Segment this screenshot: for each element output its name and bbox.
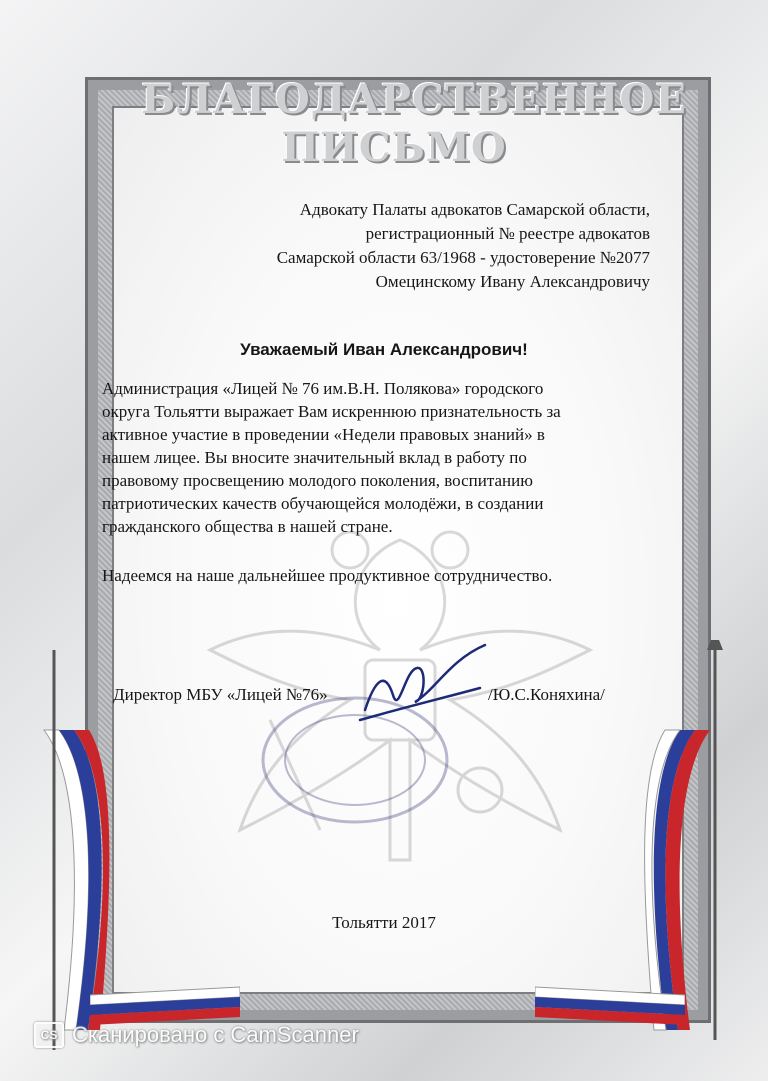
watermark-text: Сканировано с CamScanner — [72, 1022, 359, 1047]
closing-line: Надеемся на наше дальнейшее продуктивное сотрудничество. — [102, 566, 553, 585]
body-line: патриотических качеств обучающейся молодёжи, в создании — [102, 494, 544, 513]
recipient-line: регистрационный № реестре адвокатов — [365, 224, 650, 243]
recipient-line: Адвокату Палаты адвокатов Самарской области, — [299, 200, 650, 219]
body-line: активное участие в проведении «Недели правовых знаний» в — [102, 425, 545, 444]
recipient-line: Омецинскому Ивану Александровичу — [375, 272, 650, 291]
signatory-title: Директор МБУ «Лицей №76» — [113, 685, 328, 704]
place-and-year: Тольятти 2017 — [332, 913, 436, 932]
camscanner-logo-icon: CS — [34, 1022, 64, 1048]
ribbon-left-icon — [90, 985, 240, 1025]
recipient-address — [170, 198, 650, 294]
recipient-line: Самарской области 63/1968 - удостоверение №2077 — [276, 248, 650, 267]
russian-flag-right-icon — [640, 640, 760, 1040]
body-line: округа Тольятти выражает Вам искреннюю признательность за — [102, 402, 561, 421]
body-line: Администрация «Лицей № 76 им.В.Н. Полякова» городского — [102, 379, 544, 398]
title-line-1: БЛАГОДАРСТВЕННОЕ — [141, 76, 687, 123]
ribbon-right-icon — [535, 985, 685, 1025]
handwritten-signature-icon — [355, 640, 495, 730]
letter-body — [102, 377, 642, 538]
body-line: нашем лицее. Вы вносите значительный вклад в работу по — [102, 448, 527, 467]
camscanner-watermark — [34, 1022, 359, 1048]
title-line-2: ПИСЬМО — [281, 124, 507, 171]
body-line: правовому просвещению молодого поколения, воспитанию — [102, 471, 533, 490]
body-line: гражданского общества в нашей стране. — [102, 517, 393, 536]
greeting: Уважаемый Иван Александрович! — [240, 340, 528, 359]
signatory-name: /Ю.С.Коняхина/ — [488, 685, 605, 704]
